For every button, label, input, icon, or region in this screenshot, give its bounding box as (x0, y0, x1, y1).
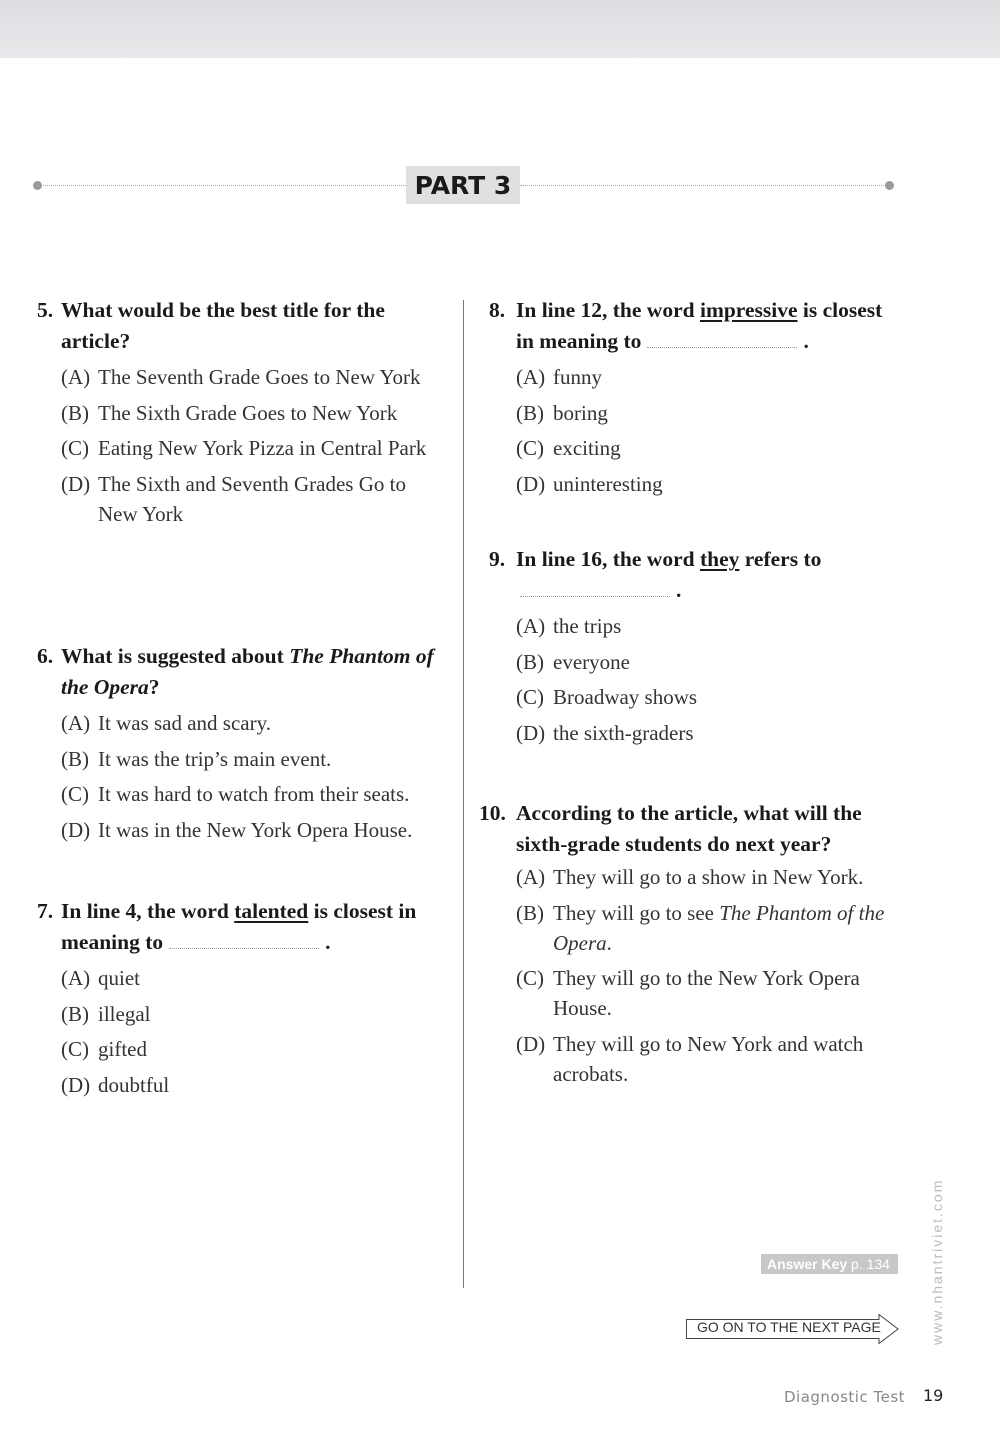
option-letter: (B) (516, 649, 544, 674)
question-6 (37, 641, 449, 850)
option-letter: (A) (61, 966, 91, 990)
option-text: funny (553, 365, 602, 389)
option-text: They will go to New York and watch acrobats. (553, 1031, 864, 1086)
question-number: 5. (37, 298, 54, 322)
option-d[interactable] (516, 1029, 899, 1089)
option-letter: (D) (516, 720, 546, 745)
option-text: the trips (553, 614, 622, 638)
option-letter: (A) (516, 865, 546, 889)
keyword: talented (234, 899, 309, 923)
option-b[interactable] (516, 898, 899, 958)
option-text: Broadway shows (553, 685, 698, 709)
option-text: illegal (98, 1001, 151, 1026)
question-text: What would be the best title for the article? (61, 298, 385, 353)
option-letter: (A) (61, 365, 91, 389)
question-number: 9. (489, 547, 506, 571)
keyword: they (699, 547, 740, 571)
option-letter: (C) (61, 782, 89, 806)
option-text: Eating New York Pizza in Central Park (98, 436, 427, 460)
option-text: They will go to a show in New York. (553, 865, 864, 889)
option-letter: (D) (61, 817, 91, 842)
option-letter: (B) (61, 1001, 89, 1026)
option-letter: (D) (516, 471, 546, 496)
option-letter: (B) (61, 746, 89, 771)
title-suffix: is closest in meaning to (61, 899, 417, 954)
option-letter: (B) (61, 400, 89, 425)
answer-key-badge[interactable] (761, 1254, 898, 1274)
options-list (516, 611, 869, 748)
option-a[interactable] (61, 963, 452, 993)
title-suffix: is closest in meaning to (516, 298, 883, 353)
option-letter: (C) (61, 1037, 89, 1061)
option-text: The Sixth and Seventh Grades Go to New York (98, 471, 406, 526)
part-header (30, 166, 900, 206)
option-text: It was sad and scary. (98, 711, 271, 735)
option-text: everyone (553, 649, 630, 674)
answer-key-page: p. 134 (851, 1256, 890, 1272)
option-letter: (D) (61, 1072, 91, 1097)
option-text: They will go to the New York Opera House. (553, 966, 860, 1020)
option-c[interactable] (516, 963, 899, 1023)
option-letter: (A) (61, 711, 91, 735)
option-a[interactable] (516, 611, 869, 641)
question-6-title (37, 641, 449, 703)
option-text-italic: The Phantom of the Opera (553, 900, 885, 955)
option-a[interactable] (516, 362, 899, 392)
option-b[interactable] (516, 398, 899, 428)
option-letter: (B) (516, 400, 544, 425)
keyword: impressive (699, 298, 798, 322)
option-letter: (D) (516, 1031, 546, 1056)
title-end: . (803, 329, 809, 353)
question-10 (479, 798, 899, 1094)
question-5 (37, 295, 447, 534)
question-8 (489, 295, 899, 504)
title-end: . (676, 578, 682, 602)
title-suffix: refers to (739, 547, 822, 571)
question-7-title (37, 896, 452, 958)
option-d[interactable] (61, 1070, 452, 1100)
option-text: The Seventh Grade Goes to New York (98, 365, 421, 389)
option-c[interactable] (61, 433, 447, 463)
option-a[interactable] (61, 362, 447, 392)
question-text: What is suggested about (61, 644, 290, 668)
options-list (61, 708, 449, 845)
option-c[interactable] (516, 433, 899, 463)
question-9-title (489, 544, 869, 606)
option-a[interactable] (516, 862, 899, 892)
answer-key-label: Answer Key (767, 1256, 848, 1272)
website-watermark: www.nhantriviet.com (929, 1178, 945, 1345)
answer-blank (520, 576, 670, 597)
footer-section-label: Diagnostic Test (784, 1388, 906, 1406)
option-b[interactable] (61, 999, 452, 1029)
option-c[interactable] (516, 682, 869, 712)
option-b[interactable] (61, 398, 447, 428)
next-page-label: GO ON TO THE NEXT PAGE (697, 1319, 881, 1335)
option-b[interactable] (61, 744, 449, 774)
option-a[interactable] (61, 708, 449, 738)
option-b[interactable] (516, 647, 869, 677)
option-text: exciting (553, 436, 621, 460)
option-text-end: . (606, 930, 612, 955)
option-c[interactable] (61, 779, 449, 809)
option-c[interactable] (61, 1034, 452, 1064)
page-number: 19 (923, 1386, 944, 1405)
options-list (516, 862, 899, 1089)
question-text: In line 4, the word (61, 899, 235, 923)
option-letter: (C) (516, 685, 544, 709)
question-7 (37, 896, 452, 1105)
question-text: In line 12, the word (516, 298, 700, 322)
options-list (516, 362, 899, 499)
question-number: 7. (37, 899, 54, 923)
option-letter: (A) (516, 365, 546, 389)
option-d[interactable] (61, 815, 449, 845)
option-text: The Sixth Grade Goes to New York (98, 400, 398, 425)
options-list (61, 963, 452, 1100)
option-text: quiet (98, 966, 140, 990)
header-dot-right (885, 181, 894, 190)
question-number: 8. (489, 298, 506, 322)
option-d[interactable] (516, 469, 899, 499)
answer-blank (647, 327, 797, 348)
title-end: . (325, 930, 331, 954)
options-list (61, 362, 447, 529)
answer-blank (169, 928, 319, 949)
title-italic: The Phantom of the Opera (61, 644, 434, 699)
option-text: doubtful (98, 1072, 170, 1097)
title-suffix: ? (148, 675, 160, 699)
option-letter: (C) (61, 436, 89, 460)
header-rule-right (520, 185, 890, 186)
option-letter: (B) (516, 900, 544, 925)
option-text: boring (553, 400, 608, 425)
option-text: gifted (98, 1037, 147, 1061)
question-9 (489, 544, 869, 753)
option-letter: (A) (516, 614, 546, 638)
question-8-title (489, 295, 899, 357)
option-d[interactable] (61, 469, 447, 529)
question-text: According to the article, what will the sixth-grade students do next year? (516, 801, 862, 856)
option-text: It was in the New York Opera House. (98, 817, 413, 842)
option-text: It was hard to watch from their seats. (98, 782, 410, 806)
question-10-title (479, 798, 899, 860)
question-number: 6. (37, 644, 54, 668)
top-band (0, 0, 1000, 58)
option-text: It was the trip’s main event. (98, 746, 332, 771)
option-letter: (C) (516, 436, 544, 460)
option-text: the sixth-graders (553, 720, 694, 745)
column-divider (463, 300, 464, 1288)
next-page-button[interactable] (686, 1314, 900, 1344)
option-text: They will go to see (553, 900, 720, 925)
question-number: 10. (479, 801, 506, 825)
question-5-title (37, 295, 447, 357)
option-text: uninteresting (553, 471, 663, 496)
option-letter: (D) (61, 471, 91, 496)
header-rule-left (38, 185, 408, 186)
question-text: In line 16, the word (516, 547, 700, 571)
option-d[interactable] (516, 718, 869, 748)
option-letter: (C) (516, 966, 544, 990)
part-title: PART 3 (406, 166, 520, 204)
